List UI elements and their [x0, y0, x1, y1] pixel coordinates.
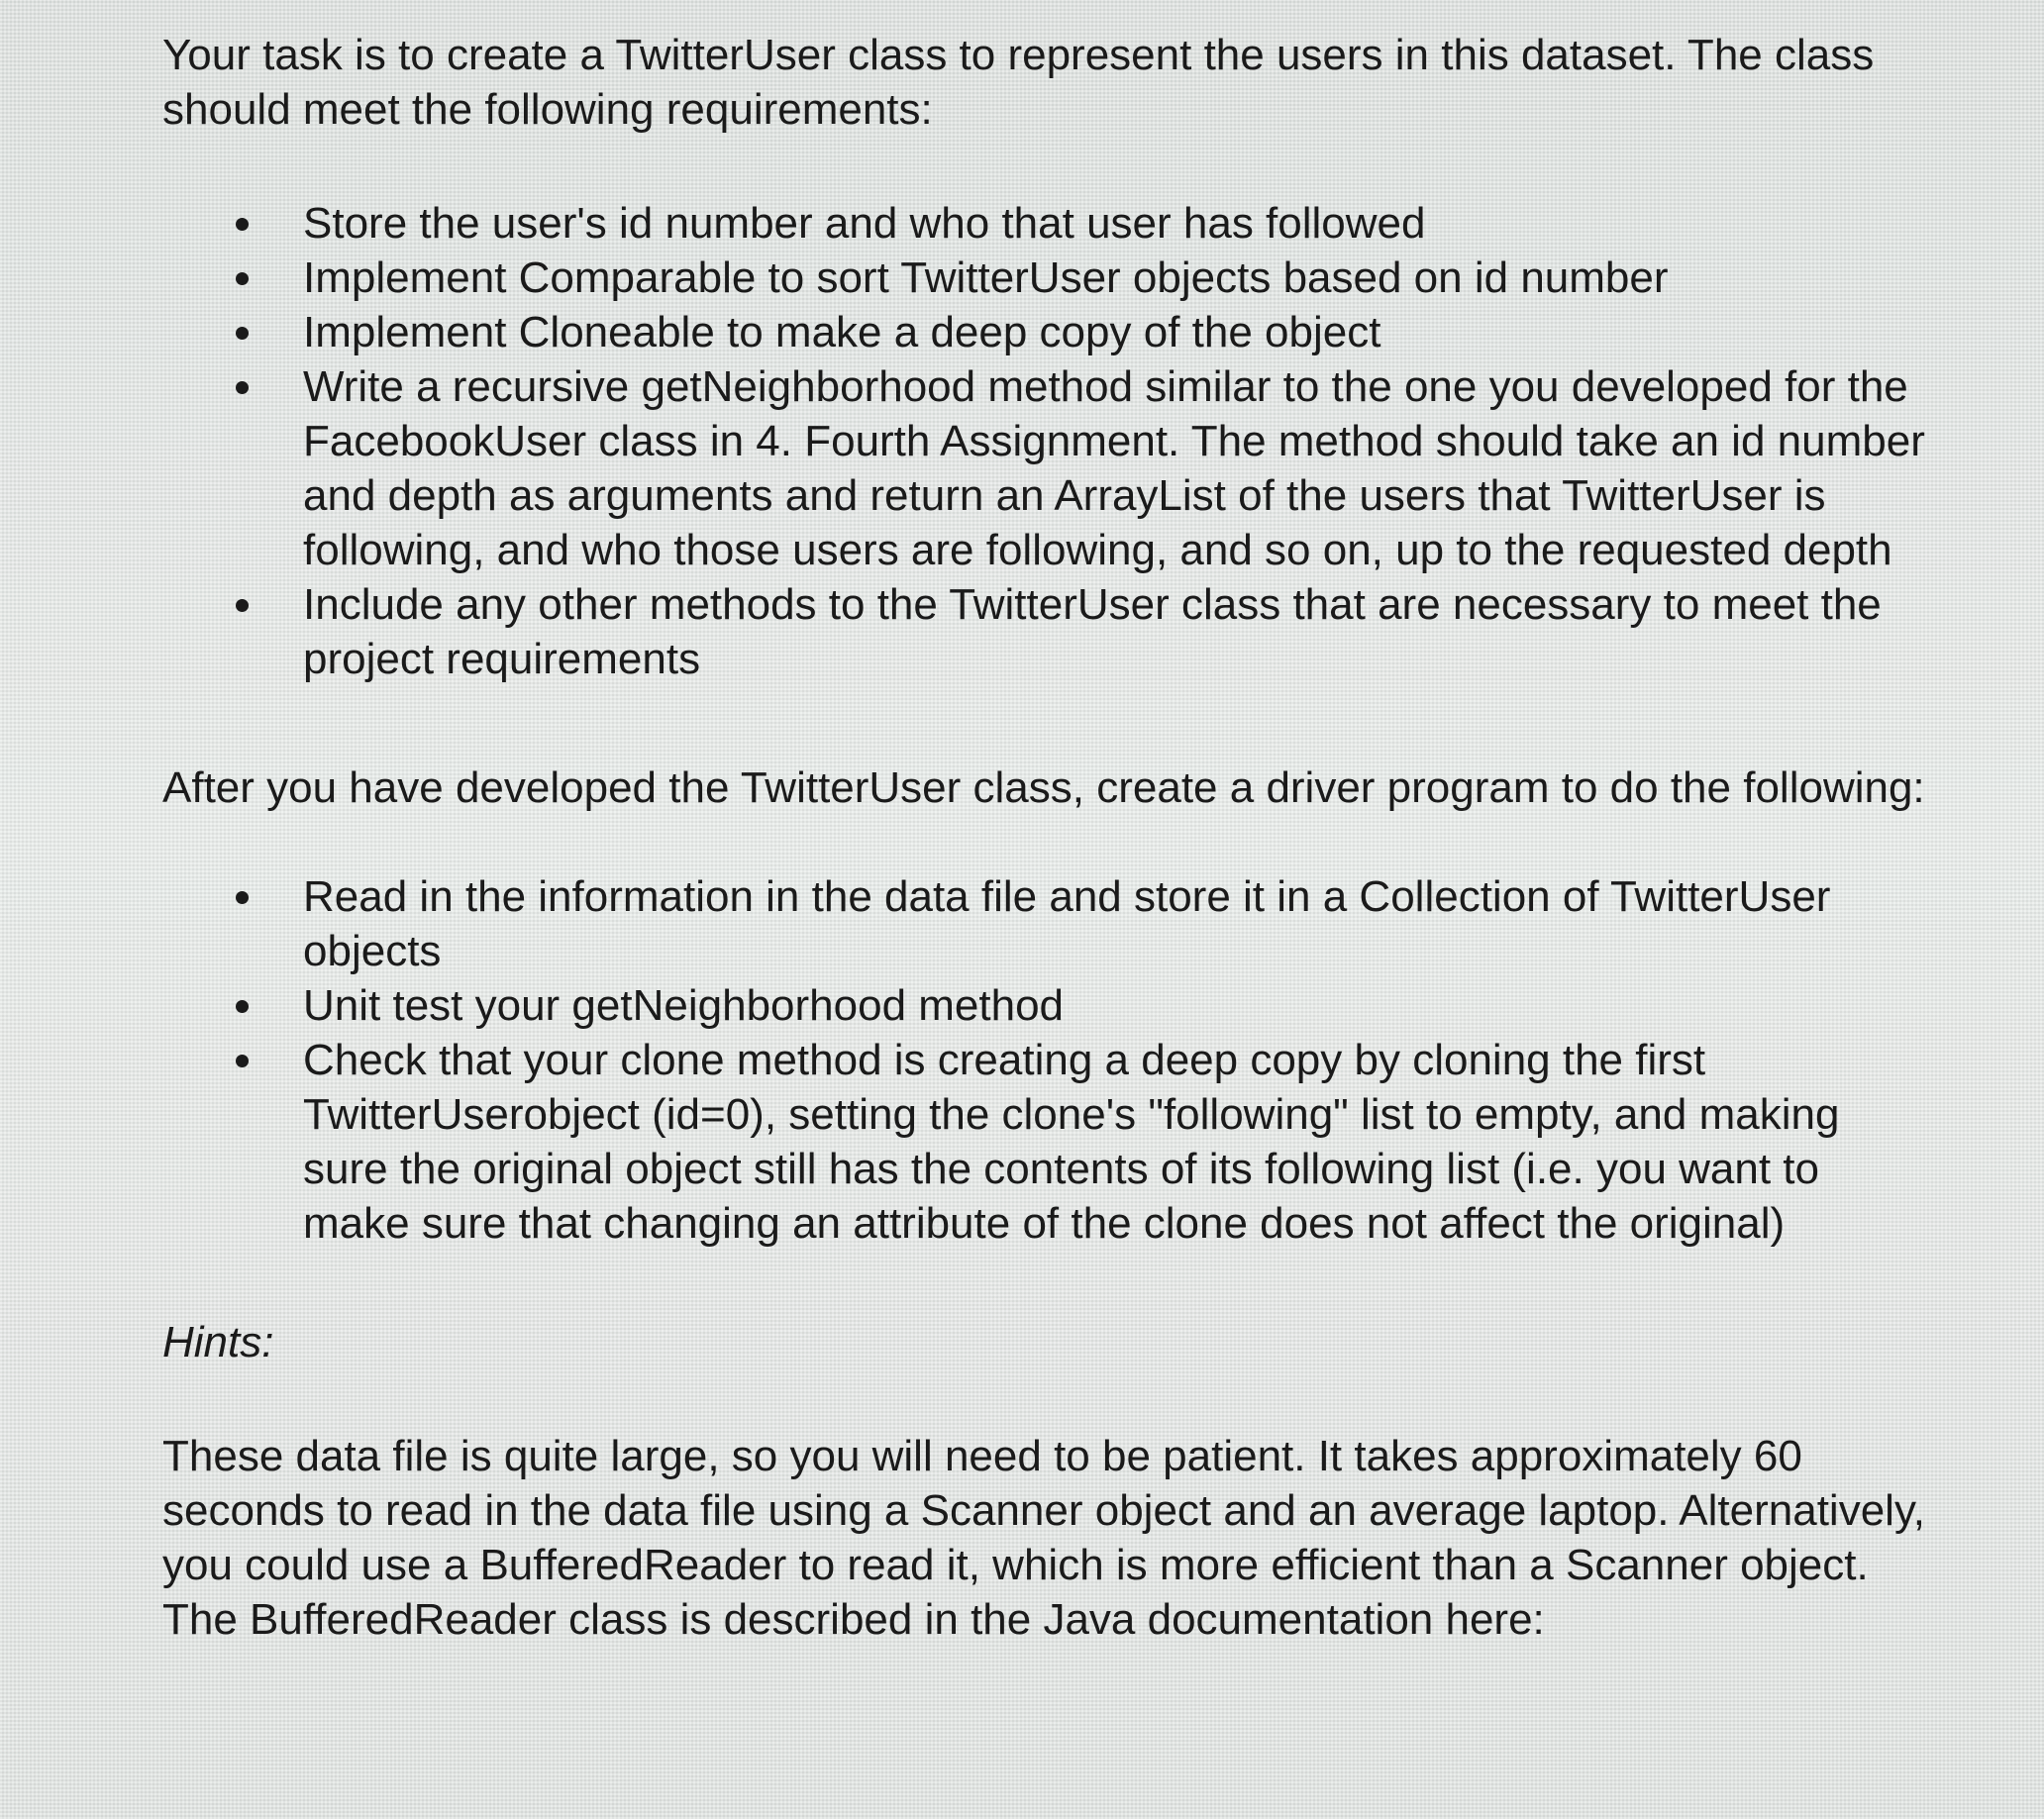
- bullet-icon: [236, 218, 249, 231]
- list-item-text: Implement Cloneable to make a deep copy of the object: [303, 308, 1381, 356]
- list-item-text: Unit test your getNeighborhood method: [303, 981, 1065, 1030]
- hints-heading: Hints:: [162, 1318, 274, 1366]
- list-item: [162, 305, 1925, 359]
- list-item-text: Implement Comparable to sort TwitterUser objects based on id number: [303, 253, 1669, 302]
- list-item-text: Include any other methods to the TwitterUser class that are necessary to meet the project requirements: [303, 580, 1882, 683]
- list-item-text: Read in the information in the data file and store it in a Collection of TwitterUser objects: [303, 872, 1831, 975]
- list-item: [162, 359, 1925, 577]
- list-item: [162, 869, 1925, 978]
- list-item: [162, 1033, 1925, 1251]
- bullet-icon: [236, 1000, 249, 1013]
- hints-paragraph: These data file is quite large, so you will need to be patient. It takes approximately 60 seconds to read in the data file using a Scanner object and an average laptop. Alternatively, you could use a BufferedReader to read it, which is more efficient than a Scanner object. The BufferedReader class is described in the Java documentation here:: [162, 1432, 1925, 1644]
- list-item: [162, 577, 1925, 686]
- driver-intro-paragraph: After you have developed the TwitterUser class, create a driver program to do the following:: [162, 763, 1925, 812]
- bullet-icon: [236, 1055, 249, 1067]
- assignment-document: [162, 28, 1925, 1647]
- bullet-icon: [236, 272, 249, 285]
- intro-paragraph: Your task is to create a TwitterUser class to represent the users in this dataset. The class should meet the following requirements:: [162, 31, 1875, 134]
- list-item: [162, 196, 1925, 251]
- bullet-icon: [236, 381, 249, 394]
- list-item-text: Check that your clone method is creating a deep copy by cloning the first TwitterUserobject (id=0), setting the clone's "following" list to empty, and making sure the original object still has the contents of its following list (i.e. you want to make sure that changing an attribute of the clone does not affect the original): [303, 1036, 1840, 1248]
- list-item: [162, 251, 1925, 305]
- list-item-text: Write a recursive getNeighborhood method similar to the one you developed for the FacebookUser class in 4. Fourth Assignment. The method should take an id number and depth as arguments and return an ArrayList of the users that TwitterUser is following, and who those users are following, and so on, up to the requested depth: [303, 362, 1925, 574]
- list-item: [162, 978, 1925, 1033]
- list-item-text: Store the user's id number and who that user has followed: [303, 199, 1426, 248]
- bullet-icon: [236, 891, 249, 904]
- driver-tasks-list: [162, 869, 1925, 1251]
- requirements-list: [162, 196, 1925, 686]
- bullet-icon: [236, 327, 249, 340]
- bullet-icon: [236, 599, 249, 612]
